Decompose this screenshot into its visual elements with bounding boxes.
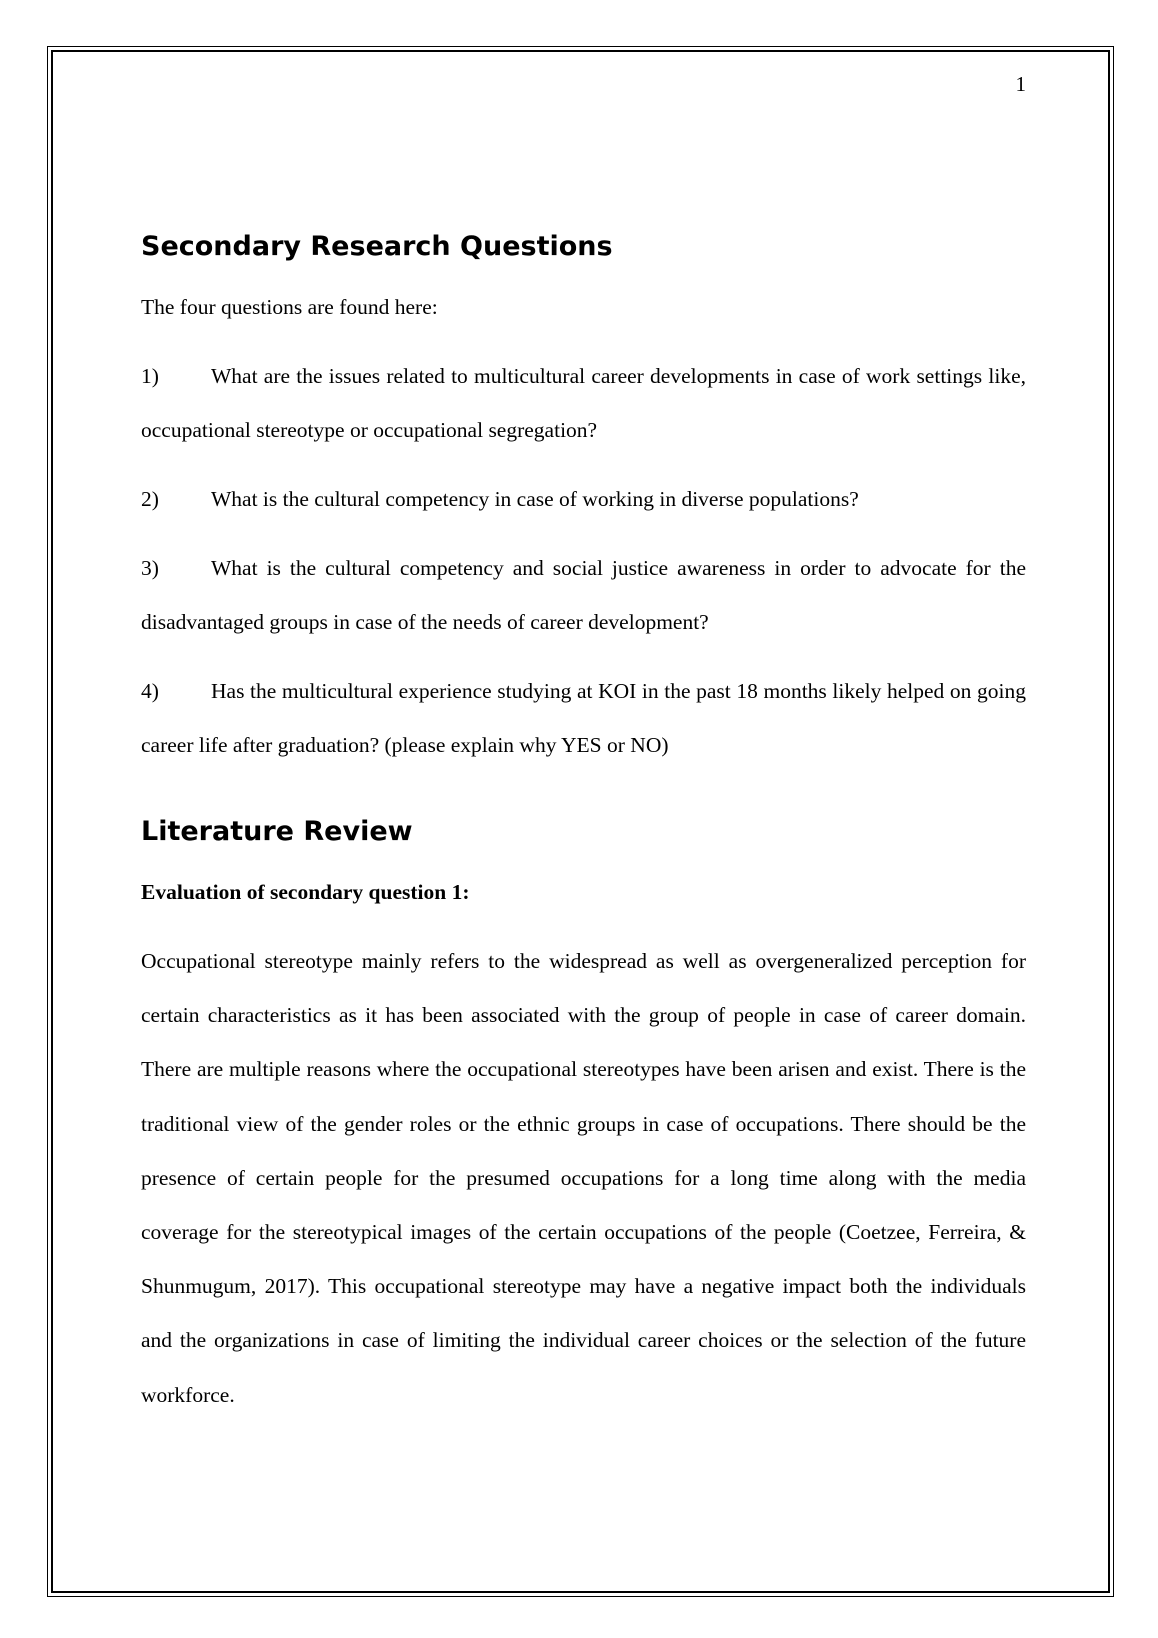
question-item-1	[141, 349, 1026, 457]
page-number: 1	[1015, 72, 1026, 96]
research-questions-intro: The four questions are found here:	[141, 295, 438, 319]
question-item-3	[141, 541, 1026, 649]
question-text: What is the cultural competency and social justice awareness in order to advocate for the disadvantaged groups in case of the needs of career development?	[141, 556, 1026, 634]
question-number: 3)	[141, 556, 159, 580]
evaluation-subheading: Evaluation of secondary question 1:	[141, 880, 470, 904]
question-number: 2)	[141, 487, 159, 511]
question-text: Has the multicultural experience studying at KOI in the past 18 months likely helped on going career life after graduation? (please explain why YES or NO)	[141, 679, 1026, 757]
question-number: 1)	[141, 364, 159, 388]
research-questions-list	[141, 349, 1026, 772]
literature-review-heading: Literature Review	[141, 816, 413, 847]
research-questions-heading: Secondary Research Questions	[141, 231, 613, 262]
question-item-4	[141, 664, 1026, 772]
question-text: What is the cultural competency in case of working in diverse populations?	[211, 487, 859, 511]
literature-review-paragraph: Occupational stereotype mainly refers to the widespread as well as overgeneralized perception for certain characteristics as it has been associated with the group of people in case of career domain. There are multiple reasons where the occupational stereotypes have been arisen and exist. There is the traditional view of the gender roles or the ethnic groups in case of occupations. There should be the presence of certain people for the presumed occupations for a long time along with the media coverage for the stereotypical images of the certain occupations of the people (Coetzee, Ferreira, & Shunmugum, 2017). This occupational stereotype may have a negative impact both the individuals and the organizations in case of limiting the individual career choices or the selection of the future workforce.	[141, 949, 1026, 1407]
question-item-2	[141, 472, 1026, 526]
question-text: What are the issues related to multicultural career developments in case of work settings like, occupational stereotype or occupational segregation?	[141, 364, 1026, 442]
question-number: 4)	[141, 679, 159, 703]
document-body	[141, 230, 1026, 1422]
